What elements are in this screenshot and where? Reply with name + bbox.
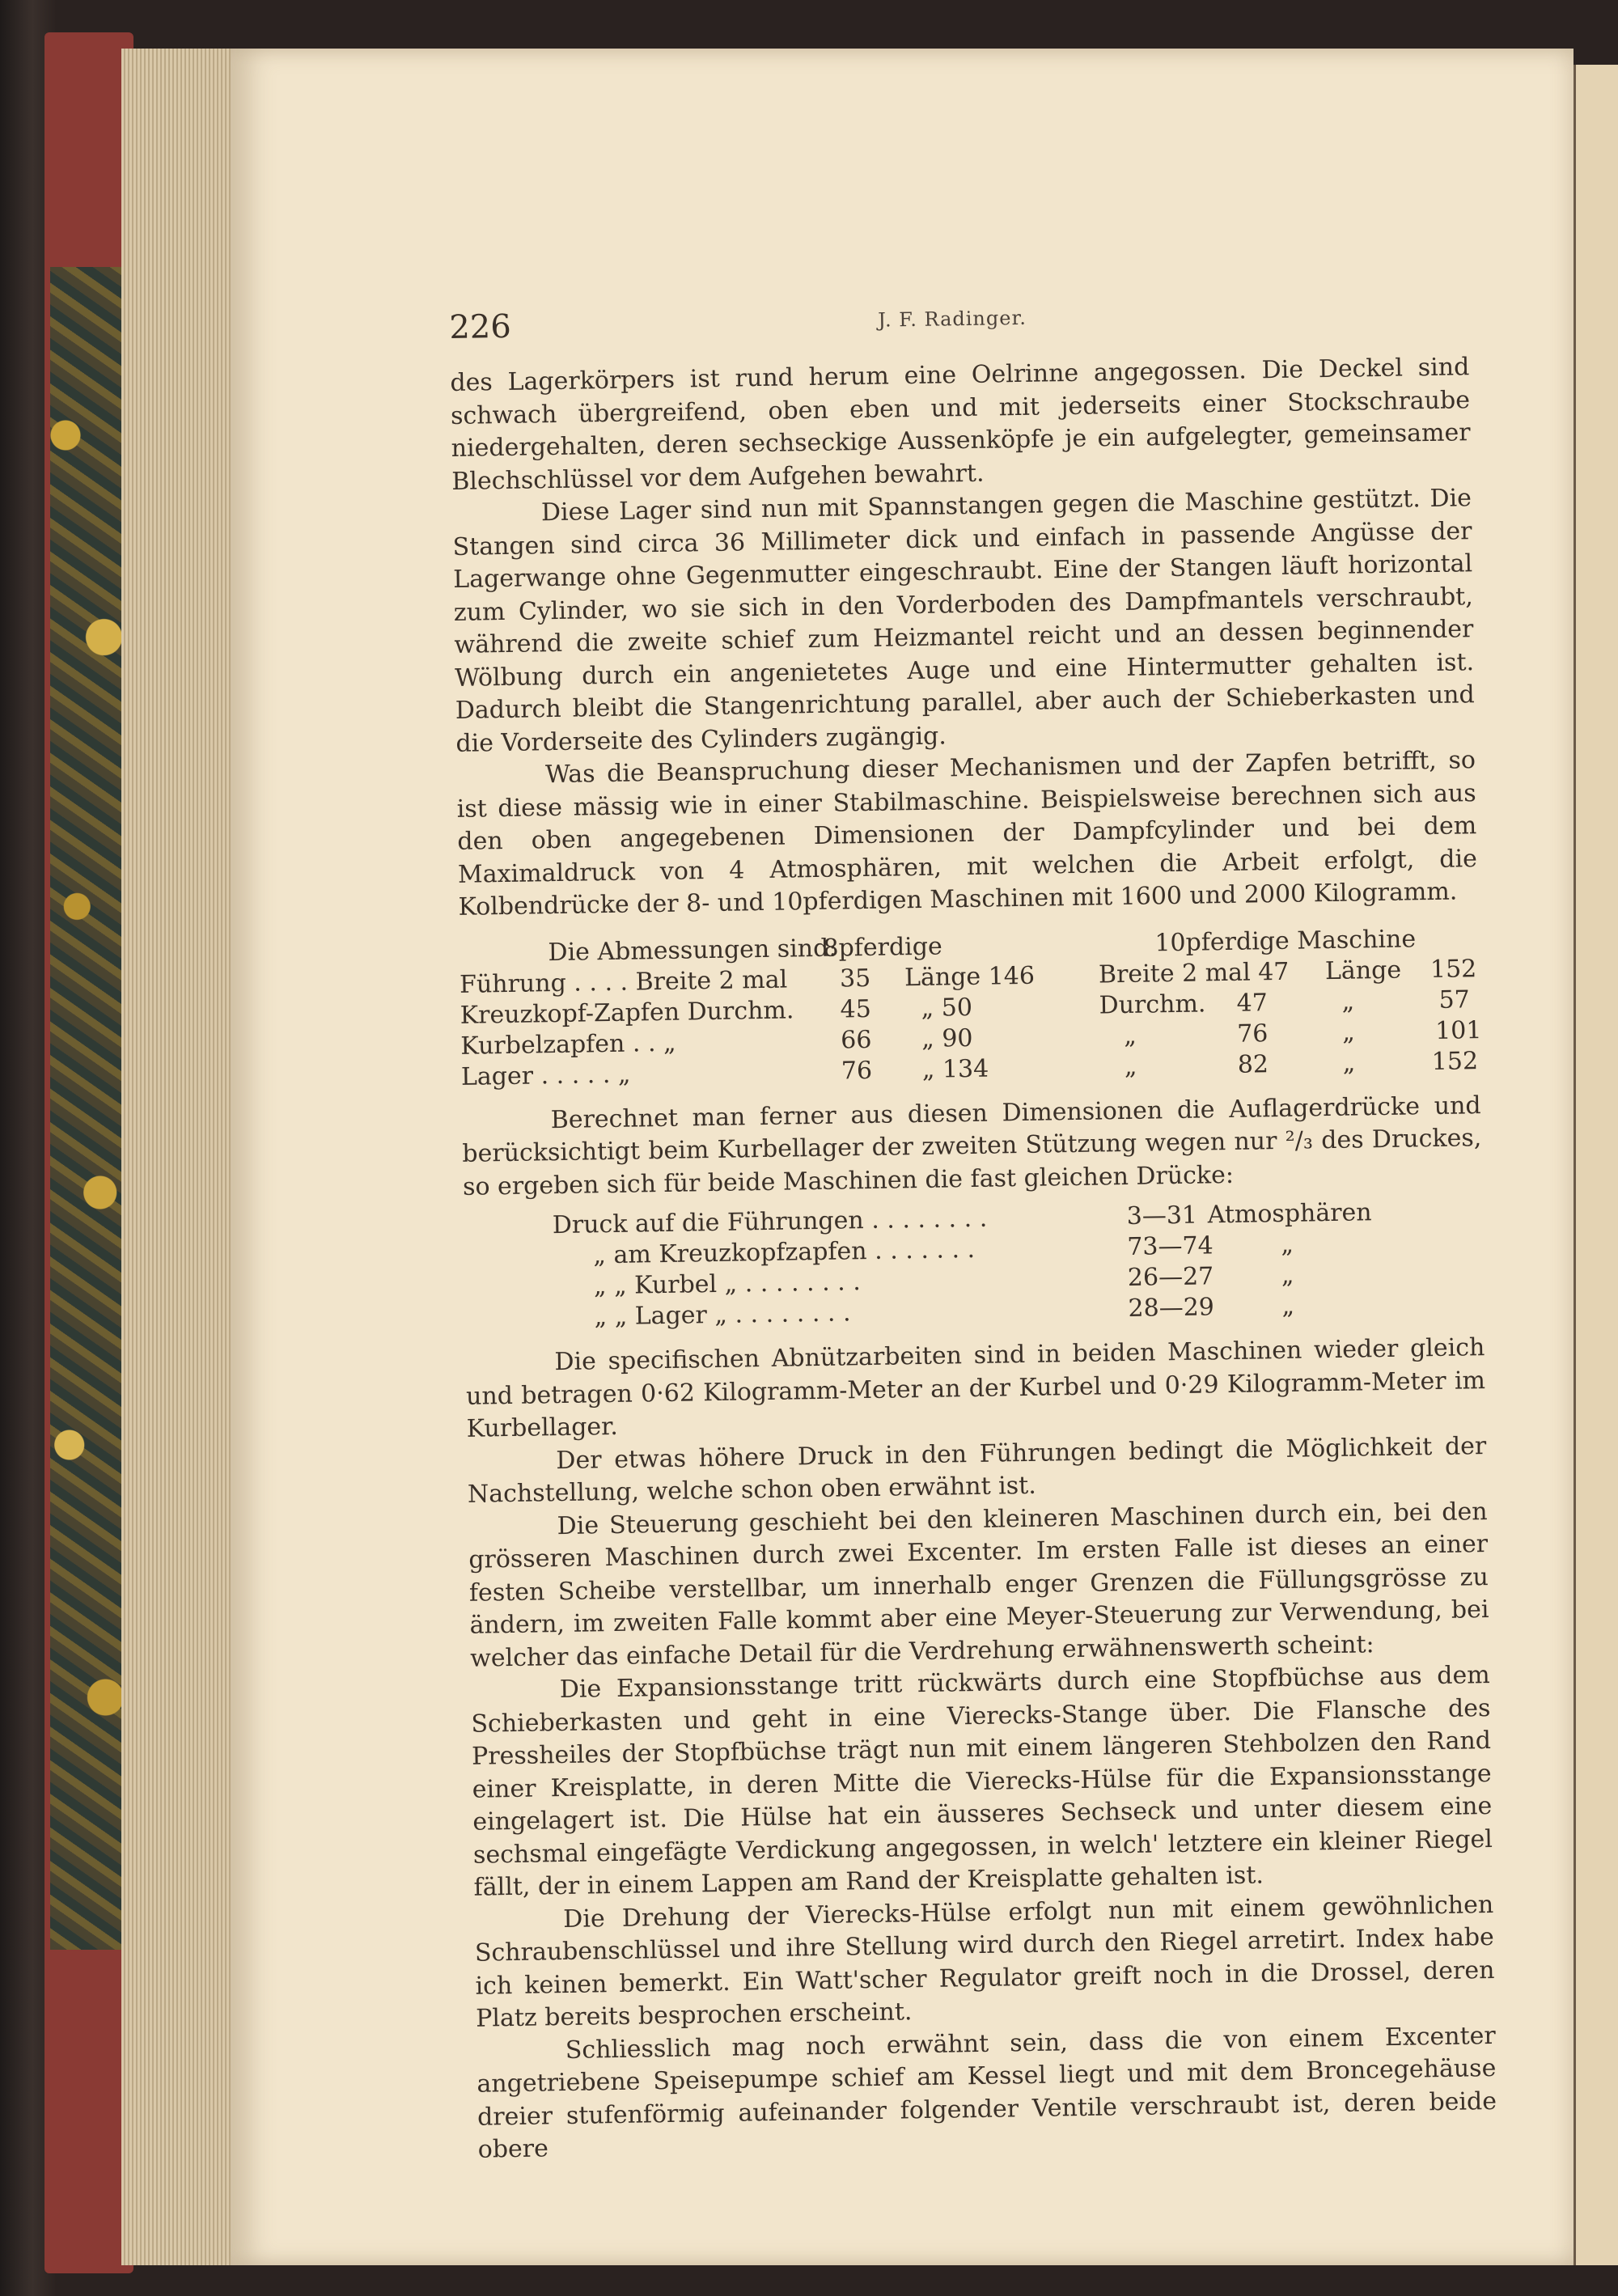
row-label: „ am Kreuzkopfzapfen . . . . . . . xyxy=(593,1235,976,1270)
column-header-8: 8pferdige xyxy=(823,932,942,963)
paragraph: Die Steuerung geschieht bei den kleineren Maschinen durch ein, bei den grösseren Maschinen durch zwei Excenter. Im ersten Falle ist dieses an einer festen Scheibe verstellbar, um innerhalb enger Grenzen die Füllungsgrösse zu ändern, im zweiten Falle kommt aber eine Meyer-Steuerung zur Verwendung, bei welcher das einfache Detail für die Verdrehung erwähnenswerth scheint: xyxy=(468,1497,1489,1673)
cell: 152 xyxy=(1430,954,1477,984)
row-label: Führung . . . . Breite 2 mal xyxy=(459,965,788,999)
column-header-10: 10pferdige Maschine xyxy=(1154,924,1417,957)
paragraph: Schliesslich mag noch erwähnt sein, dass die von einem Excenter angetriebene Speisepumpe schief am Kessel liegt und mit dem Broncegehäuse dreier stufenförmig aufeinander folgender Ventile verschraubt ist, deren beide obere xyxy=(477,2021,1497,2164)
row-label: Kreuzkopf-Zapfen Durchm. xyxy=(460,995,794,1030)
paragraph: Was die Beanspruchung dieser Mechanismen und der Zapfen betrifft, so ist diese mässig wie in einer Stabilmaschine. Beispielsweise berechnen sich aus den oben angegebenen Dimensionen der Dampfcylinder und bei dem Maximaldruck von 4 Atmosphären, mit welchen die Arbeit erfolgt, die Kolbendrücke der 8- und 10pferdigen Maschinen mit 1600 und 2000 Kilogramm. xyxy=(456,746,1478,921)
cell: „ xyxy=(1341,987,1355,1016)
cell: „ 50 xyxy=(921,993,973,1023)
cell: Länge xyxy=(1324,955,1402,985)
cell: „ 90 xyxy=(921,1023,973,1053)
paragraph: Diese Lager sind nun mit Spannstangen gegen die Maschine gestützt. Die Stangen sind circa 36 Millimeter dick und einfach in passende Angüsse der Lagerwange ohne Gegenmutter eingeschraubt. Eine der Stangen läuft horizontal zum Cylinder, wo sie sich in den Vorderboden des Dampfmantels verschraubt, während die zweite schief zum Heizmantel reicht und an dessen beginnender Wölbung durch ein angenietetes Auge und eine Hintermutter gehalten ist. Dadurch bleibt die Stangenrichtung parallel, aber auch der Schieberkasten und die Vorderseite des Cylinders zugängig. xyxy=(452,484,1475,758)
cell: 35 xyxy=(839,964,871,993)
cell: „ xyxy=(1342,1048,1356,1078)
cell: 47 xyxy=(1236,988,1269,1018)
paragraph: Der etwas höhere Druck in den Führungen bedingt die Möglichkeit der Nachstellung, welche schon oben erwähnt ist. xyxy=(467,1431,1487,1509)
row-label: Druck auf die Führungen . . . . . . . . xyxy=(552,1204,988,1240)
paragraph: Die specifischen Abnützarbeiten sind in beiden Maschinen wieder gleich und betragen 0·62 Kilogramm-Meter an der Kurbel und 0·29 Kilogramm-Meter im Kurbellager. xyxy=(465,1333,1486,1443)
paragraph: des Lagerkörpers ist rund herum eine Oelrinne angegossen. Die Deckel sind schwach übergreifend, oben eben und mit jederseits einer Stockschraube niedergehalten, deren sechseckige Aussenköpfe je ein aufgelegter, gemeinsamer Blechschlüssel vor dem Aufgehen bewahrt. xyxy=(450,353,1471,496)
cell: 76 xyxy=(1236,1019,1269,1048)
paragraph: Die Expansionsstange tritt rückwärts durch eine Stopfbüchse aus dem Schieberkasten und geht in eine Vierecks-Stange über. Die Flansche des Pressheiles der Stopfbüchse trägt nun mit einem längeren Stehbolzen den Rand einer Kreisplatte, in deren Mitte die Vierecks-Hülse für die Expansionsstange eingelagert ist. Die Hülse hat ein äusseres Sechseck und unter diesem eine sechsmal eingefägte Verdickung angegossen, in welch' letztere ein kleiner Riegel fällt, der in einem Lappen am Rand der Kreisplatte gehalten ist. xyxy=(471,1661,1493,1902)
paragraph: Die Drehung der Vierecks-Hülse erfolgt nun mit einem gewöhnlichen Schraubenschlüssel und ihre Stellung wird durch den Riegel arretirt. Index habe ich keinen bemerkt. Ein Watt'scher Regulator greift noch in die Drossel, deren Platz bereits besprochen erscheint. xyxy=(474,1890,1495,2033)
page-edges xyxy=(121,49,235,2265)
row-label: Lager . . . . . „ xyxy=(460,1060,631,1091)
cell: „ xyxy=(1341,1018,1355,1047)
cell: 45 xyxy=(840,994,872,1024)
cell: „ xyxy=(1124,1052,1137,1081)
page-text xyxy=(449,293,1497,2167)
cell: 82 xyxy=(1237,1049,1269,1079)
cell: „ xyxy=(1281,1230,1294,1259)
pressure-table xyxy=(464,1196,1485,1335)
page-number: 226 xyxy=(449,307,512,346)
cell: 73—74 xyxy=(1127,1231,1214,1261)
cell: 152 xyxy=(1431,1046,1479,1076)
running-head: J. F. Radinger. xyxy=(878,306,1027,332)
cell: 3—31 xyxy=(1126,1201,1198,1231)
cell: 57 xyxy=(1438,985,1471,1015)
cell: Atmosphären xyxy=(1207,1198,1372,1230)
row-label: „ „ Lager „ . . . . . . . . xyxy=(594,1298,851,1332)
facing-page-edge xyxy=(1574,65,1618,2265)
dimensions-table xyxy=(459,923,1480,1093)
cell: „ xyxy=(1123,1021,1137,1050)
paragraph: Berechnet man ferner aus diesen Dimensionen die Auflagerdrücke und berücksichtigt beim Kurbellager der zweiten Stützung wegen nur ²/₃ des Druckes, so ergeben sich für beide Maschinen die fast gleichen Drücke: xyxy=(462,1091,1482,1201)
cell: 101 xyxy=(1434,1015,1482,1045)
cell: Länge 146 xyxy=(904,961,1036,992)
cell: 26—27 xyxy=(1127,1262,1214,1292)
row-label: Kurbelzapfen . . „ xyxy=(460,1028,676,1061)
cell: 66 xyxy=(840,1025,872,1055)
cell: Durchm. xyxy=(1099,989,1206,1019)
cell: 28—29 xyxy=(1128,1293,1215,1323)
table-intro: Die Abmessungen sind: xyxy=(548,934,837,967)
marbled-endpaper xyxy=(50,267,127,1950)
cell: Breite 2 mal 47 xyxy=(1098,957,1290,989)
cell: „ 134 xyxy=(921,1054,989,1084)
cell: „ xyxy=(1281,1291,1295,1320)
cell: 76 xyxy=(841,1056,873,1085)
cell: „ xyxy=(1281,1260,1294,1290)
row-label: „ „ Kurbel „ . . . . . . . . xyxy=(593,1268,862,1301)
